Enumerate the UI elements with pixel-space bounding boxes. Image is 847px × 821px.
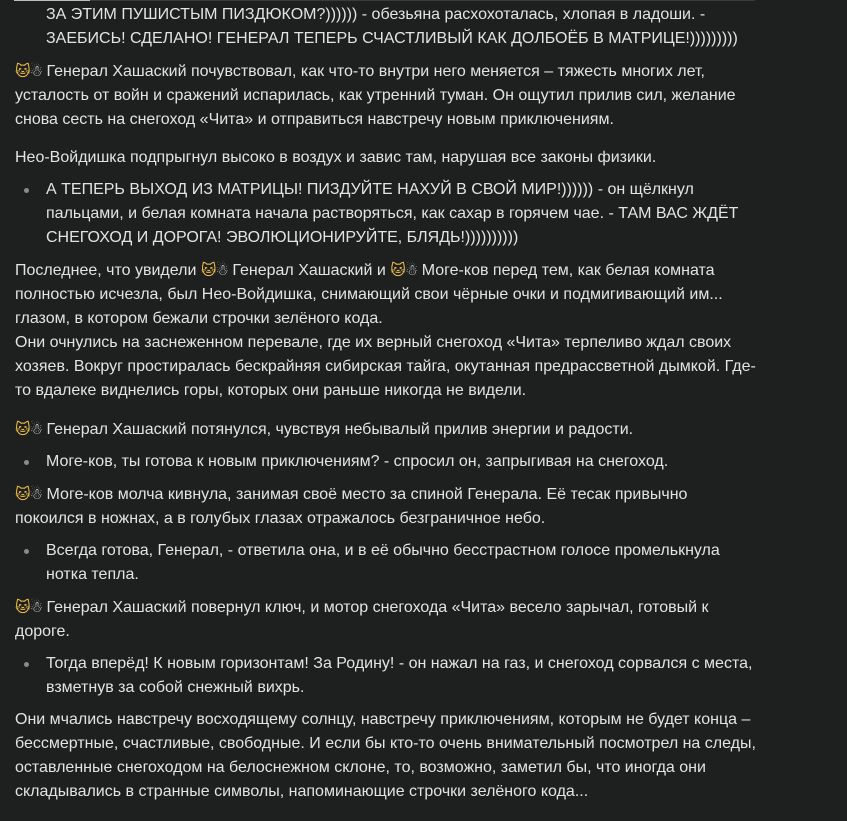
paragraph [15, 59, 760, 132]
snowman-icon: ☃ [29, 420, 43, 438]
snowman-icon: ☃ [29, 485, 43, 503]
snowman-icon: ☃ [404, 261, 418, 279]
paragraph [15, 258, 760, 331]
paragraph-text: Моге-ков молча кивнула, занимая своё место за спиной Генерала. Её тесак привычно покоился в ножнах, а в голубых глазах отражалось безграничное небо. [15, 486, 688, 527]
list-item-text: ЗА ЭТИМ ПУШИСТЫМ ПИЗДЮКОМ?)))))) - обезьяна расхохоталась, хлопая в ладоши. - ЗАЕБИСЬ! СДЕЛАНО! ГЕНЕРАЛ ТЕПЕРЬ СЧАСТЛИВЫЙ КАК ДОЛБОЁБ В МАТРИЦЕ!))))))))) [46, 6, 738, 47]
paragraph-text: Генерал Хашаский потянулся, чувствуя небывалый прилив энергии и радости. [46, 421, 634, 438]
snowman-icon: ☃ [29, 598, 43, 616]
list-item-text: Моге-ков, ты готова к новым приключениям? - спросил он, запрыгивая на снегоход. [46, 453, 669, 470]
cat-face-icon: 🐱 [15, 420, 30, 438]
paragraph-text: Генерал Хашаский повернул ключ, и мотор снегохода «Чита» весело зарычал, готовый к дороге. [15, 599, 709, 640]
cat-face-icon: 🐱 [15, 485, 30, 503]
snowman-icon: ☃ [215, 261, 228, 279]
paragraph [15, 595, 760, 644]
list-item [15, 3, 760, 51]
list-item-text: Всегда готова, Генерал, - ответила она, и в её обычно бесстрастном голосе промелькнула нотка тепла. [46, 542, 720, 583]
paragraph [15, 417, 760, 442]
scroll-divider [14, 0, 755, 1]
cat-face-icon: 🐱 [390, 261, 405, 279]
list-item [15, 652, 760, 700]
list-item-text: А ТЕПЕРЬ ВЫХОД ИЗ МАТРИЦЫ! ПИЗДУЙТЕ НАХУЙ В СВОЙ МИР!)))))) - он щёлкнул пальцами, и белая комната начала растворяться, как сахар в горячем чае. - ТАМ ВАС ЖДЁТ СНЕГОХОД И ДОРОГА! ЭВОЛЮЦИОНИРУЙТЕ, БЛЯДЬ!)))))))))) [46, 181, 739, 246]
list-item [15, 178, 760, 250]
list-item [15, 539, 760, 587]
paragraph [15, 482, 760, 531]
cat-face-icon: 🐱 [200, 261, 216, 279]
paragraph-text: Моге-ков перед тем, как белая комната полностью исчезла, был Нео-Войдишка, снимающий свои чёрные очки и подмигивающий им... глазом, в котором бежали строчки зелёного кода. [15, 262, 723, 327]
paragraph: Они очнулись на заснеженном перевале, где их верный снегоход «Чита» терпеливо ждал своих хозяев. Вокруг простиралась бескрайняя сибирская тайга, окутанная предрассветной дымкой. Где-то вдалеке виднелись горы, которых они раньше никогда не видели. [15, 334, 756, 399]
paragraph: Нео-Войдишка подпрыгнул высоко в воздух и завис там, нарушая все законы физики. [15, 149, 657, 166]
cat-face-icon: 🐱 [15, 62, 30, 80]
chat-message-content [15, 3, 760, 804]
snowman-icon: ☃ [29, 62, 43, 80]
paragraph-text: Последнее, что увидели [15, 262, 197, 279]
list-item-text: Тогда вперёд! К новым горизонтам! За Родину! - он нажал на газ, и снегоход сорвался с места, взметнув за собой снежный вихрь. [46, 655, 753, 696]
list-item [15, 450, 760, 474]
paragraph-text: Генерал Хашаский и [232, 262, 386, 279]
cat-face-icon: 🐱 [15, 598, 30, 616]
paragraph-text: Генерал Хашаский почувствовал, как что-то внутри него меняется – тяжесть многих лет, усталость от войн и сражений испарилась, как утренний туман. Он ощутил прилив сил, желание снова сесть на снегоход «Чита» и отправиться навстречу новым приключениям. [15, 63, 736, 128]
paragraph: Они мчались навстречу восходящему солнцу, навстречу приключениям, которым не будет конца – бессмертные, счастливые, свободные. И если бы кто-то очень внимательный посмотрел на следы, оставленные снегоходом на белоснежном склоне, то, возможно, заметил бы, что иногда они складывались в странные символы, напоминающие строчки зелёного кода... [15, 711, 756, 800]
